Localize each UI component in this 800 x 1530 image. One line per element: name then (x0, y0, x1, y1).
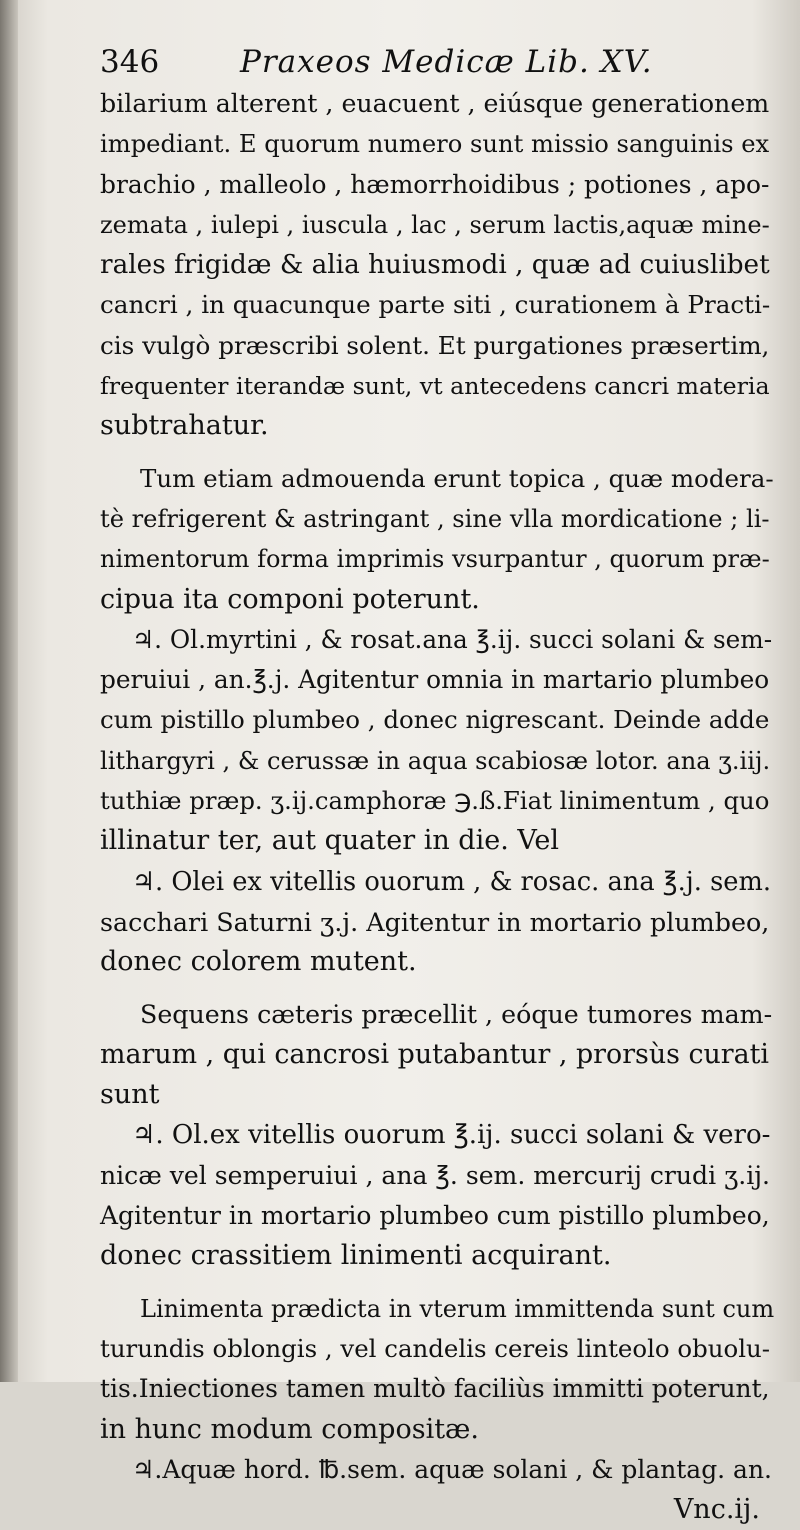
text-line: donec colorem mutent. (100, 946, 417, 978)
text-line: tis.Iniectiones tamen multò faciliùs immitti poterunt, (100, 1374, 770, 1404)
text-line: brachio , malleolo , hæmorrhoidibus ; potiones , apo- (100, 169, 770, 199)
text-line: zemata , iulepi , iuscula , lac , serum lactis,aquæ mine- (100, 210, 770, 239)
text-line: cum pistillo plumbeo , donec nigrescant. Deinde adde (100, 705, 770, 735)
text-line: Sequens cæteris præcellit , eóque tumores mam- (140, 999, 773, 1029)
text-line: tuthiæ præp. ʒ.ij.camphoræ ℈.ß.Fiat linimentum , quo (100, 786, 770, 816)
text-line: illinatur ter, aut quater in die. Vel (100, 825, 559, 857)
running-title: Praxeos Medicæ Lib. XV. (240, 44, 653, 80)
body-text (100, 84, 775, 1530)
catchword: Vnc.ij. (673, 1494, 760, 1526)
recipe-line: ♃. Olei ex vitellis ouorum , & rosac. ana ℥.j. sem. (132, 866, 772, 897)
text-line: cipua ita componi poterunt. (100, 583, 480, 615)
recipe-line: ♃. Ol.myrtini , & rosat.ana ℥.ij. succi solani & sem- (132, 624, 773, 654)
text-line: peruiui , an.℥.j. Agitentur omnia in martario plumbeo (100, 665, 770, 695)
text-line: rales frigidæ & alia huiusmodi , quæ ad cuiuslibet (100, 250, 770, 281)
text-line: nimentorum forma imprimis vsurpantur , quorum præ- (100, 545, 770, 574)
text-line: nicæ vel semperuiui , ana ℥. sem. mercurij crudi ʒ.ij. (100, 1160, 770, 1190)
page-header (100, 42, 770, 82)
text-line: frequenter iterandæ sunt, vt antecedens cancri materia (100, 372, 770, 401)
text-line: bilarium alterent , euacuent , eiúsque generationem (100, 89, 770, 118)
text-line: marum , qui cancrosi putabantur , prorsùs curati (100, 1038, 770, 1070)
text-line: donec crassitiem linimenti acquirant. (100, 1240, 612, 1272)
text-line: Tum etiam admouenda erunt topica , quæ modera- (140, 463, 774, 493)
recipe-line: ♃. Ol.ex vitellis ouorum ℥.ij. succi solani & vero- (132, 1120, 771, 1151)
recipe-line: ♃.Aquæ hord. ℔.sem. aquæ solani , & plantag. an. (132, 1454, 772, 1484)
text-line: cancri , in quacunque parte siti , curationem à Practi- (100, 290, 771, 320)
text-line: tè refrigerent & astringant , sine vlla mordicatione ; li- (100, 504, 770, 533)
text-line: sunt (100, 1079, 160, 1111)
page-number: 346 (100, 44, 160, 80)
text-line: Linimenta prædicta in vterum immittenda sunt cum (140, 1294, 775, 1323)
book-spine-shadow (0, 0, 18, 1382)
text-line: turundis oblongis , vel candelis cereis linteolo obuolu- (100, 1333, 771, 1363)
text-line: in hunc modum compositæ. (100, 1413, 480, 1445)
text-line: impediant. E quorum numero sunt missio sanguinis ex (100, 130, 770, 159)
text-line: sacchari Saturni ʒ.j. Agitentur in mortario plumbeo, (100, 906, 770, 937)
text-line: Agitentur in mortario plumbeo cum pistillo plumbeo, (100, 1201, 770, 1231)
text-line: cis vulgò præscribi solent. Et purgationes præsertim, (100, 330, 770, 360)
text-line: subtrahatur. (100, 410, 269, 442)
text-line: lithargyri , & cerussæ in aqua scabiosæ lotor. ana ʒ.iij. (100, 746, 771, 775)
